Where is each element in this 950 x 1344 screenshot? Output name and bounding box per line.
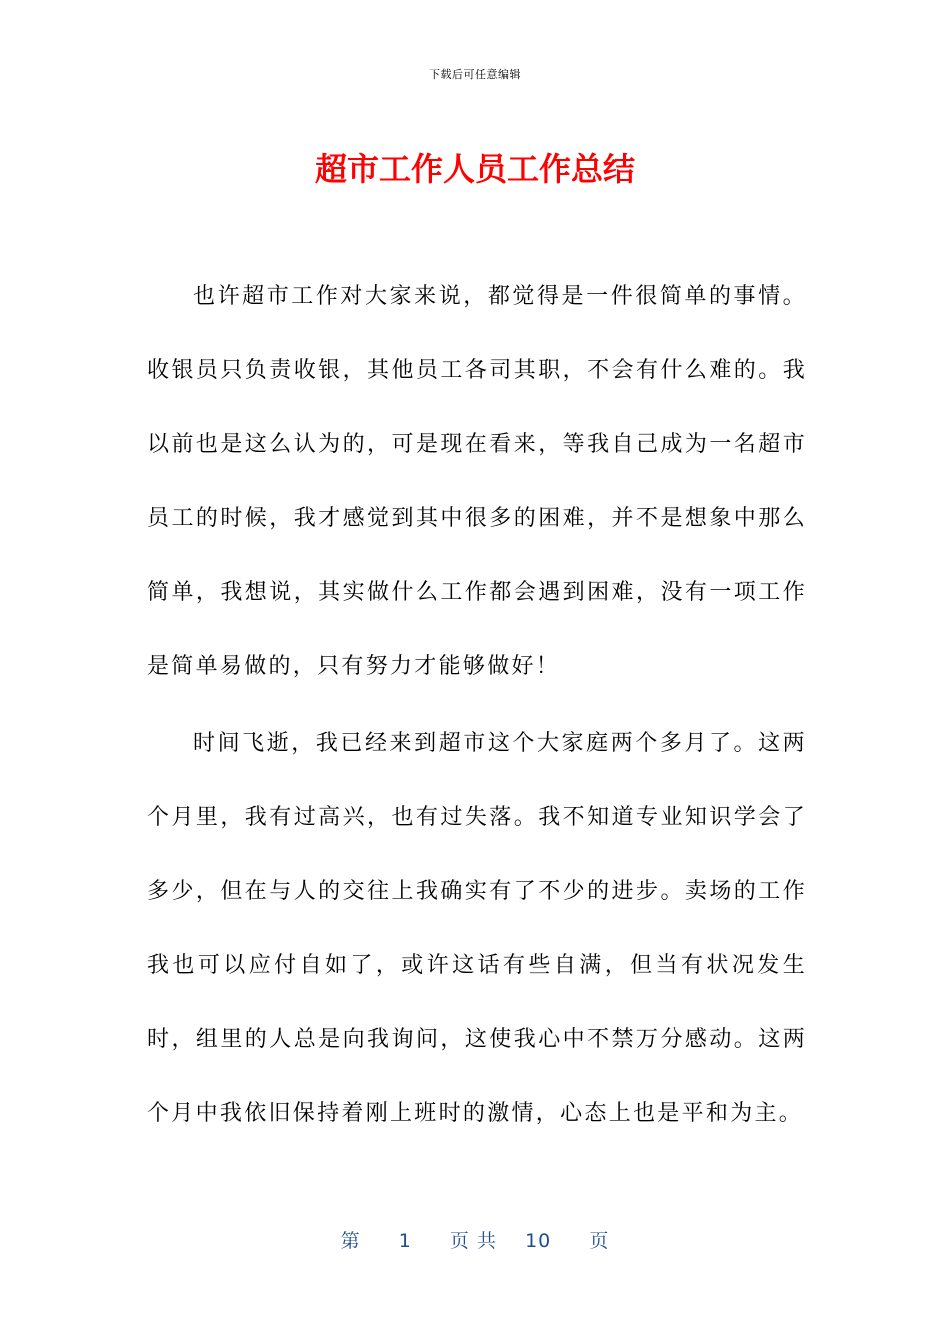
- document-title: 超市工作人员工作总结: [314, 150, 635, 188]
- header-note: 下载后可任意编辑: [429, 68, 521, 81]
- paragraph-1: 也许超市工作对大家来说，都觉得是一件很简单的事情。收银员只负责收银，其他员工各司其职，不会有什么难的。我以前也是这么认为的，可是现在看来，等我自己成为一名超市员工的时候，我才感觉到其中很多的困难，并不是想象中那么简单，我想说，其实做什么工作都会遇到困难，没有一项工作是简单易做的，只有努力才能够做好！: [147, 284, 807, 679]
- footer-suffix: 页: [589, 1230, 610, 1252]
- footer-prefix: 第: [340, 1230, 361, 1252]
- footer-middle: 页 共: [449, 1230, 497, 1252]
- page-footer: [0, 1226, 950, 1253]
- paragraph-2: 时间飞逝，我已经来到超市这个大家庭两个多月了。这两个月里，我有过高兴，也有过失落。我不知道专业知识学会了多少，但在与人的交往上我确实有了不少的进步。卖场的工作我也可以应付自如了，或许这话有些自满，但当有状况发生时，组里的人总是向我询问，这使我心中不禁万分感动。这两个月中我依旧保持着刚上班时的激情，心态上也是平和为主。: [147, 731, 807, 1126]
- footer-current-page: 1: [398, 1230, 412, 1252]
- footer-total-pages: 10: [525, 1230, 552, 1252]
